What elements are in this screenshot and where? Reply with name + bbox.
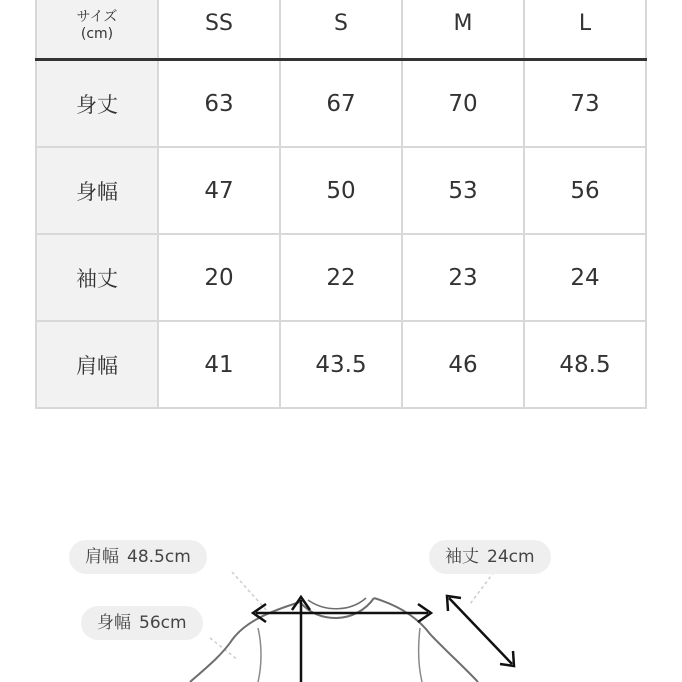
table-cell: 70 <box>402 60 524 148</box>
table-cell: 41 <box>158 321 280 408</box>
table-cell: 73 <box>524 60 646 148</box>
table-cell: 24 <box>524 234 646 321</box>
shirt-collar <box>300 598 374 618</box>
table-cell: 43.5 <box>280 321 402 408</box>
sleeve-label-value: 24cm <box>487 547 535 567</box>
body-length-arrow <box>292 597 310 682</box>
table-cell: 53 <box>402 147 524 234</box>
shoulder-leader-line <box>232 572 268 612</box>
table-cell: 47 <box>158 147 280 234</box>
sleeve-label-text: 袖丈 <box>445 547 479 567</box>
table-cell: 22 <box>280 234 402 321</box>
row-label-shoulder: 肩幅 <box>36 321 158 408</box>
table-row <box>36 147 646 234</box>
size-table <box>35 0 647 409</box>
table-row <box>36 321 646 408</box>
row-label-sleeve: 袖丈 <box>36 234 158 321</box>
table-cell: 50 <box>280 147 402 234</box>
row-label-length: 身丈 <box>36 60 158 148</box>
corner-unit: (cm) <box>80 26 114 42</box>
size-header-s: S <box>280 0 402 60</box>
corner-label: サイズ <box>76 9 118 25</box>
shirt-collar <box>308 598 366 609</box>
row-label-width: 身幅 <box>36 147 158 234</box>
sleeve-length-label <box>429 540 551 574</box>
size-corner-cell <box>36 0 158 60</box>
table-cell: 48.5 <box>524 321 646 408</box>
shoulder-label-text: 肩幅 <box>85 547 119 567</box>
sleeve-seam-left <box>258 628 261 682</box>
sleeve-seam-right <box>419 628 422 682</box>
table-row <box>36 60 646 148</box>
sleeve-length-arrow <box>447 596 514 666</box>
table-row <box>36 234 646 321</box>
size-header-m: M <box>402 0 524 60</box>
size-header-l: L <box>524 0 646 60</box>
width-label-value: 56cm <box>139 613 187 633</box>
width-label-text: 身幅 <box>97 613 131 633</box>
sleeve-leader-line <box>470 572 494 604</box>
table-cell: 46 <box>402 321 524 408</box>
shoulder-label-value: 48.5cm <box>127 547 191 567</box>
table-header-row <box>36 0 646 60</box>
shoulder-width-arrow <box>253 604 431 622</box>
table-cell: 63 <box>158 60 280 148</box>
shirt-body-outline <box>374 598 478 682</box>
shoulder-width-label <box>69 540 207 574</box>
table-cell: 67 <box>280 60 402 148</box>
table-cell: 23 <box>402 234 524 321</box>
body-width-label <box>81 606 203 640</box>
size-header-ss: SS <box>158 0 280 60</box>
table-cell: 20 <box>158 234 280 321</box>
width-leader-line <box>210 638 238 660</box>
table-cell: 56 <box>524 147 646 234</box>
shirt-body-outline <box>190 602 300 682</box>
